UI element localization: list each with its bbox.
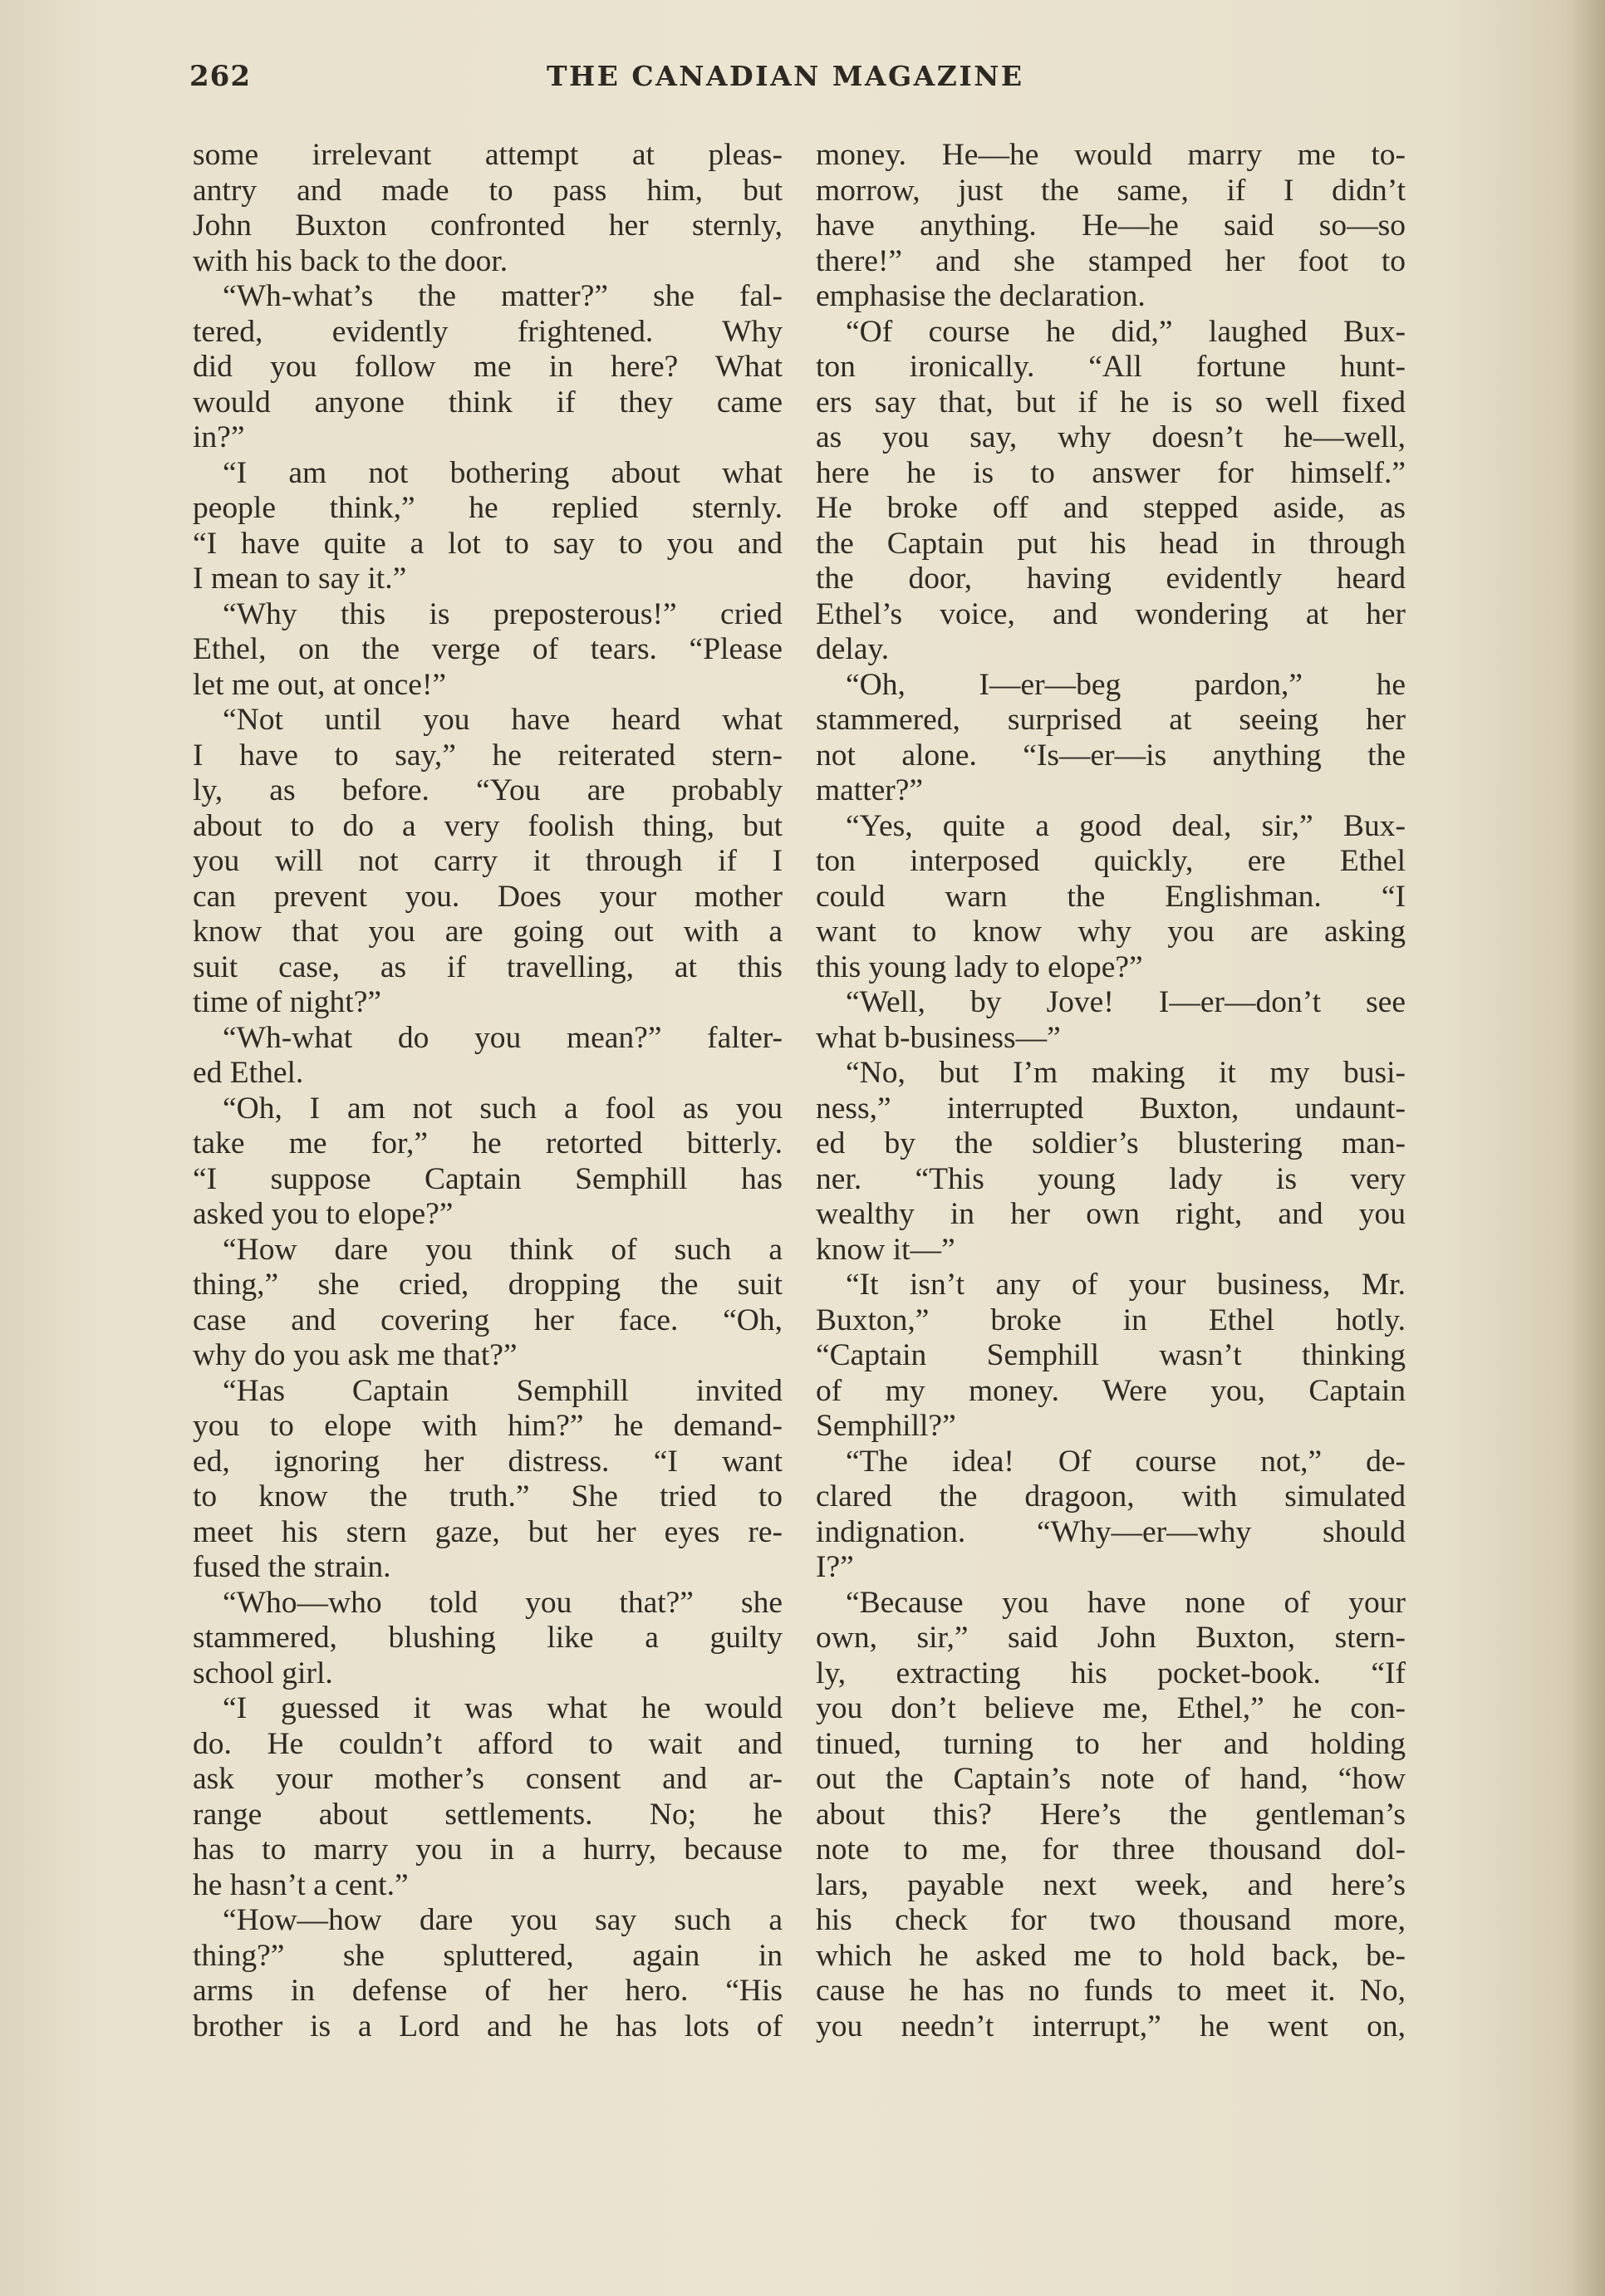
text-line: has to marry you in a hurry, because: [193, 1832, 783, 1867]
text-line: case and covering her face. “Oh,: [193, 1303, 783, 1337]
text-line: in?”: [193, 420, 245, 454]
page-edge-shadow: [1573, 0, 1605, 2296]
text-line: stammered, surprised at seeing her: [816, 703, 1406, 737]
text-line: fused the strain.: [193, 1550, 391, 1584]
text-line: “It isn’t any of your business, Mr.: [846, 1268, 1406, 1302]
text-line: He broke off and stepped aside, as: [816, 491, 1406, 525]
text-line: he hasn’t a cent.”: [193, 1867, 409, 1902]
text-line: “Has Captain Semphill invited: [223, 1373, 783, 1408]
text-line: “Who—who told you that?” she: [223, 1585, 783, 1620]
text-line: you don’t believe me, Ethel,” he con-: [816, 1691, 1406, 1725]
text-line: his check for two thousand more,: [816, 1903, 1406, 1937]
text-line: people think,” he replied sternly.: [193, 491, 783, 525]
text-line: this young lady to elope?”: [816, 949, 1143, 984]
text-line: which he asked me to hold back, be-: [816, 1938, 1406, 1973]
text-line: of my money. Were you, Captain: [816, 1373, 1406, 1408]
text-line: suit case, as if travelling, at this: [193, 949, 783, 984]
running-head: THE CANADIAN MAGAZINE: [547, 60, 1024, 92]
text-line: I have to say,” he reiterated stern-: [193, 738, 783, 773]
text-line: here he is to answer for himself.”: [816, 455, 1406, 490]
text-line: brother is a Lord and he has lots of: [193, 2009, 783, 2043]
text-line: “How—how dare you say such a: [223, 1903, 783, 1937]
text-line: you to elope with him?” he demand-: [193, 1409, 783, 1443]
text-line: matter?”: [816, 773, 924, 807]
text-line: why do you ask me that?”: [193, 1338, 518, 1372]
text-line: ly, as before. “You are probably: [193, 773, 783, 807]
text-line: ers say that, but if he is so well fixed: [816, 385, 1406, 419]
page-number: 262: [189, 60, 251, 93]
page-header: [189, 60, 1411, 110]
text-line: the door, having evidently heard: [816, 562, 1406, 596]
text-line: with his back to the door.: [193, 243, 508, 278]
text-line: did you follow me in here? What: [193, 350, 783, 384]
text-line: as you say, why doesn’t he—well,: [816, 420, 1406, 454]
left-column: [193, 138, 783, 2044]
text-line: would anyone think if they came: [193, 385, 783, 419]
text-line: to know the truth.” She tried to: [193, 1479, 783, 1513]
text-line: money. He—he would marry me to-: [816, 138, 1406, 172]
text-line: ask your mother’s consent and ar-: [193, 1762, 783, 1796]
text-line: can prevent you. Does your mother: [193, 879, 783, 914]
text-line: I mean to say it.”: [193, 562, 407, 596]
text-line: clared the dragoon, with simulated: [816, 1479, 1406, 1513]
text-line: “Oh, I—er—beg pardon,” he: [846, 667, 1406, 702]
text-line: thing?” she spluttered, again in: [193, 1938, 783, 1973]
text-line: “Well, by Jove! I—er—don’t see: [846, 985, 1406, 1019]
text-line: arms in defense of her hero. “His: [193, 1974, 783, 2008]
text-line: what b-business—”: [816, 1020, 1061, 1055]
text-line: “Yes, quite a good deal, sir,” Bux-: [846, 808, 1406, 843]
text-line: “Oh, I am not such a fool as you: [223, 1091, 783, 1126]
text-line: Ethel, on the verge of tears. “Please: [193, 632, 783, 666]
text-line: note to me, for three thousand dol-: [816, 1832, 1406, 1867]
text-line: let me out, at once!”: [193, 667, 447, 702]
text-line: range about settlements. No; he: [193, 1797, 783, 1832]
text-line: ton ironically. “All fortune hunt-: [816, 350, 1406, 384]
text-line: tinued, turning to her and holding: [816, 1726, 1406, 1761]
text-line: “Wh-what’s the matter?” she fal-: [223, 279, 783, 313]
text-line: “Because you have none of your: [846, 1585, 1406, 1620]
text-line: “Captain Semphill wasn’t thinking: [816, 1338, 1406, 1372]
text-line: thing,” she cried, dropping the suit: [193, 1268, 783, 1302]
text-line: ed, ignoring her distress. “I want: [193, 1444, 783, 1479]
text-line: “Wh-what do you mean?” falter-: [223, 1020, 783, 1055]
text-line: Buxton,” broke in Ethel hotly.: [816, 1303, 1406, 1337]
text-line: wealthy in her own right, and you: [816, 1197, 1406, 1231]
text-line: cause he has no funds to meet it. No,: [816, 1974, 1406, 2008]
text-line: could warn the Englishman. “I: [816, 879, 1406, 914]
text-line: own, sir,” said John Buxton, stern-: [816, 1621, 1406, 1655]
text-line: ner. “This young lady is very: [816, 1161, 1406, 1196]
text-line: tered, evidently frightened. Why: [193, 314, 783, 349]
text-line: have anything. He—he said so—so: [816, 209, 1406, 243]
text-line: “Why this is preposterous!” cried: [223, 596, 783, 631]
text-line: meet his stern gaze, but her eyes re-: [193, 1514, 783, 1549]
text-line: delay.: [816, 632, 890, 666]
text-line: there!” and she stamped her foot to: [816, 243, 1406, 278]
text-line: emphasise the declaration.: [816, 279, 1146, 313]
text-line: you will not carry it through if I: [193, 844, 783, 878]
text-line: ly, extracting his pocket-book. “If: [816, 1656, 1406, 1690]
text-line: want to know why you are asking: [816, 915, 1406, 949]
text-line: school girl.: [193, 1656, 333, 1690]
text-line: “Of course he did,” laughed Bux-: [846, 314, 1406, 349]
text-line: time of night?”: [193, 985, 382, 1019]
text-line: morrow, just the same, if I didn’t: [816, 173, 1406, 208]
text-line: not alone. “Is—er—is anything the: [816, 738, 1406, 773]
text-line: “Not until you have heard what: [223, 703, 783, 737]
text-line: ton interposed quickly, ere Ethel: [816, 844, 1406, 878]
text-line: ed by the soldier’s blustering man-: [816, 1126, 1406, 1160]
text-line: know it—”: [816, 1232, 955, 1267]
text-line: lars, payable next week, and here’s: [816, 1867, 1406, 1902]
text-line: you needn’t interrupt,” he went on,: [816, 2009, 1406, 2043]
text-line: “How dare you think of such a: [223, 1232, 783, 1267]
text-line: “I suppose Captain Semphill has: [193, 1161, 783, 1196]
text-line: “No, but I’m making it my busi-: [846, 1056, 1406, 1090]
text-line: “I guessed it was what he would: [223, 1691, 783, 1725]
text-line: ed Ethel.: [193, 1056, 304, 1090]
text-line: asked you to elope?”: [193, 1197, 454, 1231]
text-line: take me for,” he retorted bitterly.: [193, 1126, 783, 1160]
text-line: “I am not bothering about what: [223, 455, 783, 490]
text-line: indignation. “Why—er—why should: [816, 1514, 1406, 1549]
text-line: John Buxton confronted her sternly,: [193, 209, 783, 243]
right-column: [816, 138, 1406, 2044]
text-line: “The idea! Of course not,” de-: [846, 1444, 1406, 1479]
text-line: some irrelevant attempt at pleas-: [193, 138, 783, 172]
text-line: Semphill?”: [816, 1409, 956, 1443]
text-line: stammered, blushing like a guilty: [193, 1621, 783, 1655]
text-line: about this? Here’s the gentleman’s: [816, 1797, 1406, 1832]
text-line: do. He couldn’t afford to wait and: [193, 1726, 783, 1761]
text-line: Ethel’s voice, and wondering at her: [816, 596, 1406, 631]
text-line: ness,” interrupted Buxton, undaunt-: [816, 1091, 1406, 1126]
text-line: know that you are going out with a: [193, 915, 783, 949]
text-line: about to do a very foolish thing, but: [193, 808, 783, 843]
text-line: antry and made to pass him, but: [193, 173, 783, 208]
text-line: “I have quite a lot to say to you and: [193, 526, 783, 561]
text-line: out the Captain’s note of hand, “how: [816, 1762, 1406, 1796]
text-line: the Captain put his head in through: [816, 526, 1406, 561]
text-line: I?”: [816, 1550, 854, 1584]
